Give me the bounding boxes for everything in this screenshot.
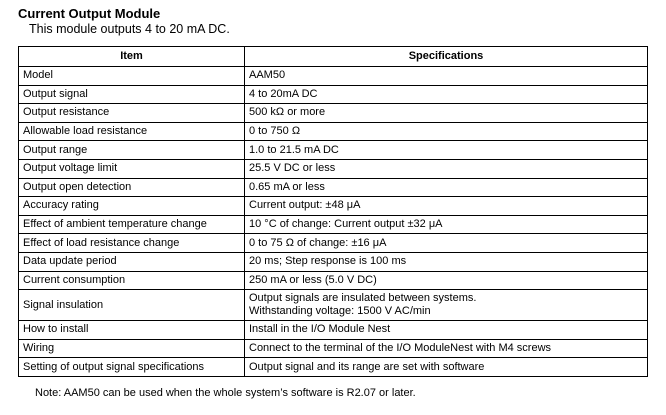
spec-line: Connect to the terminal of the I/O ModuleNest with M4 screws <box>249 342 552 355</box>
row-spec-cell <box>245 290 648 321</box>
row-spec-cell <box>245 358 648 377</box>
table-row <box>19 104 648 123</box>
row-item-cell: Setting of output signal specifications <box>19 358 245 377</box>
row-spec-cell <box>245 339 648 358</box>
row-item-cell: Output resistance <box>19 104 245 123</box>
row-spec-cell <box>245 85 648 104</box>
table-header-row <box>19 47 648 67</box>
row-item-cell: Signal insulation <box>19 290 245 321</box>
row-spec-cell <box>245 67 648 86</box>
spec-line: 4 to 20mA DC <box>249 87 318 100</box>
row-spec-cell <box>245 159 648 178</box>
spec-line: 10 °C of change: Current output ±32 μA <box>249 218 443 231</box>
spec-line: 20 ms; Step response is 100 ms <box>249 255 407 268</box>
spec-line: Install in the I/O Module Nest <box>249 323 391 336</box>
row-item-cell: Output voltage limit <box>19 159 245 178</box>
row-spec-cell <box>245 234 648 253</box>
table-header <box>19 47 648 67</box>
specifications-table <box>18 46 648 377</box>
row-item-cell: Wiring <box>19 339 245 358</box>
row-item-cell: Effect of ambient temperature change <box>19 215 245 234</box>
row-item-cell: Model <box>19 67 245 86</box>
document-title: Current Output Module <box>18 6 161 21</box>
spec-line: 0 to 75 Ω of change: ±16 μA <box>249 236 387 249</box>
footnote: Note: AAM50 can be used when the whole system’s software is R2.07 or later. <box>35 387 416 399</box>
row-spec-cell <box>245 178 648 197</box>
column-header-item: Item <box>19 47 245 67</box>
row-spec-cell <box>245 252 648 271</box>
row-spec-cell <box>245 197 648 216</box>
row-spec-cell <box>245 321 648 340</box>
spec-line: Withstanding voltage: 1500 V AC/min <box>249 305 431 318</box>
row-spec-cell <box>245 271 648 290</box>
table-row <box>19 321 648 340</box>
row-spec-cell <box>245 122 648 141</box>
table-row <box>19 358 648 377</box>
row-item-cell: Output signal <box>19 85 245 104</box>
spec-line: 500 kΩ or more <box>249 106 326 119</box>
row-item-cell: How to install <box>19 321 245 340</box>
table-body <box>19 67 648 377</box>
row-item-cell: Output open detection <box>19 178 245 197</box>
table-row <box>19 141 648 160</box>
row-spec-cell <box>245 104 648 123</box>
row-item-cell: Data update period <box>19 252 245 271</box>
spec-line: Output signals are insulated between systems. <box>249 292 477 305</box>
row-item-cell: Effect of load resistance change <box>19 234 245 253</box>
spec-line: AAM50 <box>249 69 286 82</box>
row-spec-cell <box>245 141 648 160</box>
table-row <box>19 178 648 197</box>
row-item-cell: Allowable load resistance <box>19 122 245 141</box>
table-row <box>19 215 648 234</box>
spec-line: 0 to 750 Ω <box>249 125 301 138</box>
table-row <box>19 271 648 290</box>
column-header-specifications: Specifications <box>245 47 648 67</box>
table-row <box>19 252 648 271</box>
row-item-cell: Output range <box>19 141 245 160</box>
table-row <box>19 122 648 141</box>
table-row <box>19 234 648 253</box>
row-spec-cell <box>245 215 648 234</box>
table-row <box>19 197 648 216</box>
table-row <box>19 85 648 104</box>
row-item-cell: Accuracy rating <box>19 197 245 216</box>
spec-line: Current output: ±48 μA <box>249 199 361 212</box>
spec-line: Output signal and its range are set with software <box>249 360 485 373</box>
table-row <box>19 159 648 178</box>
document-subtitle: This module outputs 4 to 20 mA DC. <box>29 22 230 36</box>
table-row <box>19 290 648 321</box>
spec-line: 1.0 to 21.5 mA DC <box>249 143 339 156</box>
row-item-cell: Current consumption <box>19 271 245 290</box>
table-row <box>19 67 648 86</box>
spec-line: 250 mA or less (5.0 V DC) <box>249 273 377 286</box>
table-row <box>19 339 648 358</box>
spec-line: 0.65 mA or less <box>249 180 325 193</box>
spec-line: 25.5 V DC or less <box>249 162 336 175</box>
